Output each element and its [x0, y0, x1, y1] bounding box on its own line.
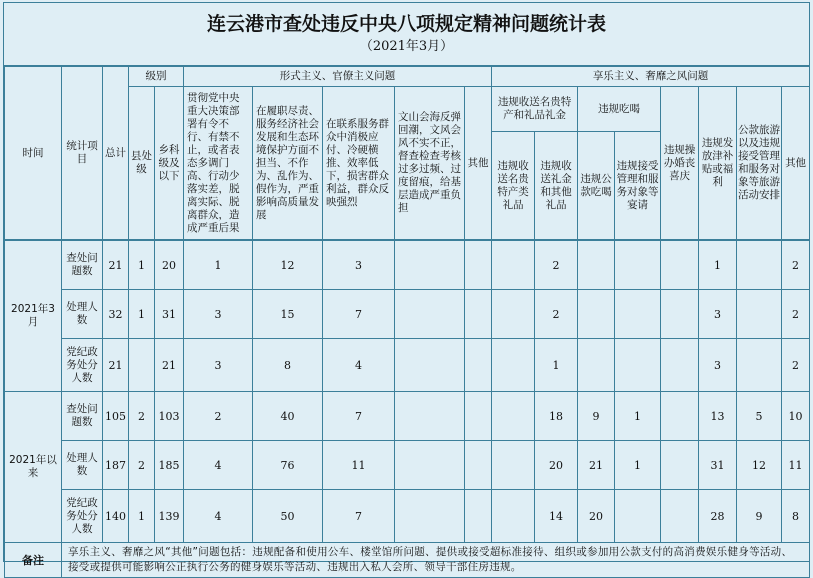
- cell-f1: 3: [184, 290, 253, 339]
- header-dining-banquet: 违规接受管理和服务对象等宴请: [615, 132, 661, 240]
- cell-gift_b: 2: [535, 290, 578, 339]
- row-item-label: 查处问题数: [62, 241, 103, 290]
- cell-f1: 3: [184, 339, 253, 392]
- title-block: [4, 3, 809, 66]
- cell-gift_a: [492, 290, 535, 339]
- cell-total: 105: [103, 392, 129, 441]
- cell-wedding: [661, 490, 699, 543]
- cell-county: 1: [129, 290, 155, 339]
- cell-county: 1: [129, 241, 155, 290]
- cell-dining_b: 1: [615, 392, 661, 441]
- cell-wedding: [661, 392, 699, 441]
- cell-f4: [395, 490, 465, 543]
- cell-travel: [737, 241, 782, 290]
- cell-f3: 4: [323, 339, 395, 392]
- cell-gift_a: [492, 339, 535, 392]
- header-formalism-other: 其他: [465, 87, 492, 240]
- cell-f1: 4: [184, 490, 253, 543]
- cell-f_other: [465, 490, 492, 543]
- header-dining-public: 违规公款吃喝: [578, 132, 615, 240]
- table-row: [5, 441, 810, 490]
- cell-township: 20: [155, 241, 184, 290]
- cell-county: 1: [129, 490, 155, 543]
- cell-wedding: [661, 441, 699, 490]
- row-item-label: 查处问题数: [62, 392, 103, 441]
- statistics-body: [4, 240, 810, 578]
- cell-dining_a: 20: [578, 490, 615, 543]
- cell-travel: 9: [737, 490, 782, 543]
- header-county-level: 县处级: [129, 87, 155, 240]
- cell-h_other: 2: [782, 339, 810, 392]
- cell-travel: 5: [737, 392, 782, 441]
- cell-dining_a: [578, 241, 615, 290]
- cell-h_other: 8: [782, 490, 810, 543]
- row-item-label: 党纪政务处分人数: [62, 339, 103, 392]
- cell-allowance: 1: [699, 241, 737, 290]
- header-row-1: [5, 67, 810, 87]
- cell-township: 103: [155, 392, 184, 441]
- cell-f_other: [465, 339, 492, 392]
- header-stat-item: 统计项目: [62, 67, 103, 240]
- cell-total: 187: [103, 441, 129, 490]
- cell-total: 140: [103, 490, 129, 543]
- cell-travel: [737, 339, 782, 392]
- cell-total: 32: [103, 290, 129, 339]
- header-township-level: 乡科级及以下: [155, 87, 184, 240]
- cell-f2: 15: [253, 290, 323, 339]
- cell-wedding: [661, 339, 699, 392]
- cell-county: 2: [129, 441, 155, 490]
- cell-gift_b: 14: [535, 490, 578, 543]
- cell-county: 2: [129, 392, 155, 441]
- row-item-label: 处理人数: [62, 441, 103, 490]
- header-gift: 违规收送名贵特产和礼品礼金: [492, 87, 578, 132]
- header-hedonism: 享乐主义、奢靡之风问题: [492, 67, 810, 87]
- cell-h_other: 10: [782, 392, 810, 441]
- cell-f1: 1: [184, 241, 253, 290]
- header-level: 级别: [129, 67, 184, 87]
- cell-wedding: [661, 241, 699, 290]
- cell-gift_b: 20: [535, 441, 578, 490]
- cell-dining_b: [615, 290, 661, 339]
- cell-township: 185: [155, 441, 184, 490]
- statistics-table: [4, 66, 810, 240]
- cell-township: 21: [155, 339, 184, 392]
- cell-f2: 12: [253, 241, 323, 290]
- cell-f2: 8: [253, 339, 323, 392]
- cell-f4: [395, 241, 465, 290]
- header-formalism-2: 在履职尽责、服务经济社会发展和生态环境保护方面不担当、不作为、乱作为、假作为，严重影响高质量发展: [253, 87, 323, 240]
- cell-f2: 40: [253, 392, 323, 441]
- cell-dining_a: [578, 290, 615, 339]
- header-wedding: 违规操办婚丧喜庆: [661, 87, 699, 240]
- cell-dining_a: [578, 339, 615, 392]
- cell-f3: 11: [323, 441, 395, 490]
- period-label: 2021年3月: [5, 241, 62, 392]
- cell-f4: [395, 441, 465, 490]
- cell-f1: 2: [184, 392, 253, 441]
- cell-h_other: 11: [782, 441, 810, 490]
- note-label: 备注: [5, 543, 62, 578]
- row-item-label: 党纪政务处分人数: [62, 490, 103, 543]
- cell-h_other: 2: [782, 290, 810, 339]
- header-travel: 公款旅游以及违规接受管理和服务对象等旅游活动安排: [737, 87, 782, 240]
- note-text: 享乐主义、奢靡之风“其他”问题包括：违规配备和使用公车、楼堂馆所问题、提供或接受超标准接待、组织或参加用公款支付的高消费娱乐健身等活动、接受或提供可能影响公正执行公务的健身娱乐等活动、违规出入私人会所、领导干部住房违规。: [62, 543, 810, 578]
- cell-gift_a: [492, 490, 535, 543]
- cell-f_other: [465, 290, 492, 339]
- cell-dining_b: 1: [615, 441, 661, 490]
- cell-allowance: 31: [699, 441, 737, 490]
- cell-gift_b: 2: [535, 241, 578, 290]
- page-subtitle: （2021年3月）: [359, 39, 454, 54]
- header-gift-specialty: 违规收送名贵特产类礼品: [492, 132, 535, 240]
- cell-gift_a: [492, 441, 535, 490]
- table-row: [5, 490, 810, 543]
- cell-township: 31: [155, 290, 184, 339]
- cell-wedding: [661, 290, 699, 339]
- cell-dining_a: 9: [578, 392, 615, 441]
- header-formalism: 形式主义、官僚主义问题: [184, 67, 492, 87]
- header-total: 总计: [103, 67, 129, 240]
- cell-dining_b: [615, 241, 661, 290]
- header-formalism-3: 在联系服务群众中消极应付、冷硬横推、效率低下，损害群众利益，群众反映强烈: [323, 87, 395, 240]
- page-title: 连云港市查处违反中央八项规定精神问题统计表: [206, 13, 606, 35]
- table-row: [5, 339, 810, 392]
- cell-f3: 7: [323, 290, 395, 339]
- cell-f_other: [465, 441, 492, 490]
- cell-travel: 12: [737, 441, 782, 490]
- table-row: [5, 241, 810, 290]
- cell-f_other: [465, 241, 492, 290]
- cell-gift_b: 18: [535, 392, 578, 441]
- cell-f3: 3: [323, 241, 395, 290]
- cell-f4: [395, 290, 465, 339]
- header-hedonism-other: 其他: [782, 87, 810, 240]
- cell-travel: [737, 290, 782, 339]
- header-formalism-4: 文山会海反弹回潮，文风会风不实不正，督查检查考核过多过频、过度留痕，给基层造成严重负担: [395, 87, 465, 240]
- cell-gift_a: [492, 392, 535, 441]
- table-row: [5, 290, 810, 339]
- statistics-sheet: [3, 2, 810, 573]
- cell-dining_a: 21: [578, 441, 615, 490]
- header-dining: 违规吃喝: [578, 87, 661, 132]
- cell-county: [129, 339, 155, 392]
- cell-dining_b: [615, 490, 661, 543]
- cell-f1: 4: [184, 441, 253, 490]
- row-item-label: 处理人数: [62, 290, 103, 339]
- header-allowance: 违规发放津补贴或福利: [699, 87, 737, 240]
- cell-f2: 50: [253, 490, 323, 543]
- header-formalism-1: 贯彻党中央重大决策部署有令不行、有禁不止，或者表态多调门高、行动少落实差，脱离实际、脱离群众，造成严重后果: [184, 87, 253, 240]
- cell-f_other: [465, 392, 492, 441]
- table-row: [5, 392, 810, 441]
- cell-dining_b: [615, 339, 661, 392]
- header-time: 时间: [5, 67, 62, 240]
- cell-f4: [395, 339, 465, 392]
- note-row: [5, 543, 810, 578]
- cell-f4: [395, 392, 465, 441]
- cell-h_other: 2: [782, 241, 810, 290]
- cell-f3: 7: [323, 392, 395, 441]
- cell-gift_a: [492, 241, 535, 290]
- table-body: [5, 241, 810, 543]
- cell-allowance: 13: [699, 392, 737, 441]
- cell-f3: 7: [323, 490, 395, 543]
- period-label: 2021年以来: [5, 392, 62, 543]
- cell-total: 21: [103, 241, 129, 290]
- cell-total: 21: [103, 339, 129, 392]
- cell-allowance: 28: [699, 490, 737, 543]
- cell-f2: 76: [253, 441, 323, 490]
- cell-allowance: 3: [699, 290, 737, 339]
- cell-gift_b: 1: [535, 339, 578, 392]
- cell-allowance: 3: [699, 339, 737, 392]
- cell-township: 139: [155, 490, 184, 543]
- header-gift-cash: 违规收送礼金和其他礼品: [535, 132, 578, 240]
